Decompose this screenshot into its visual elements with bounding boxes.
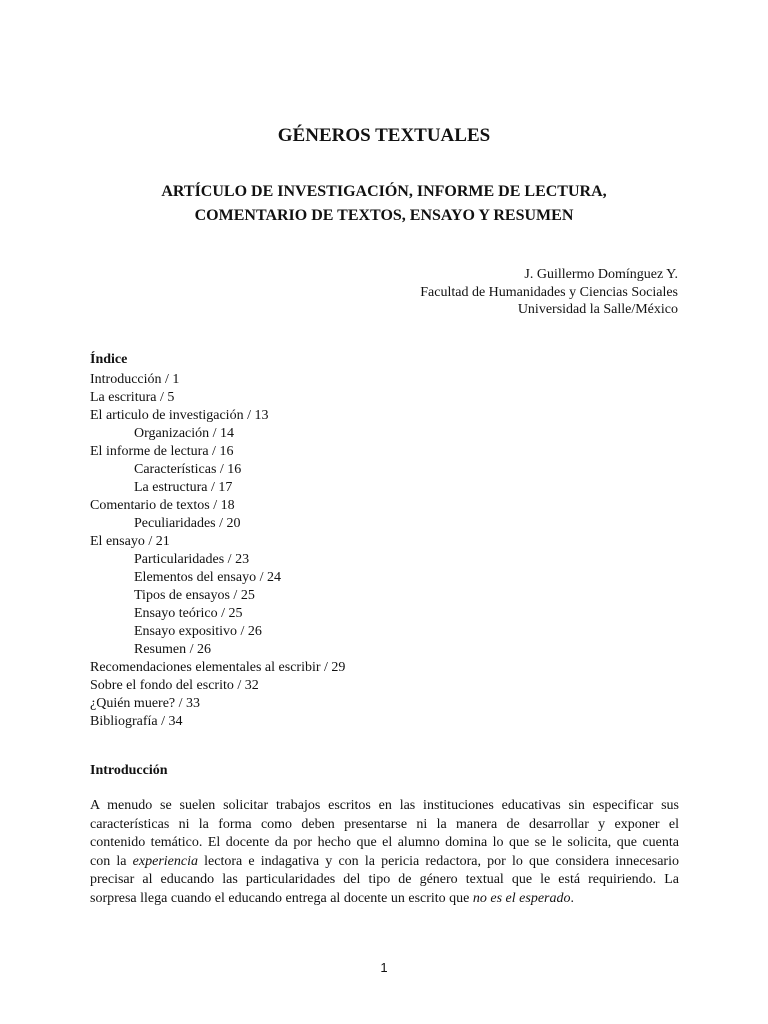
paragraph-line [90, 890, 679, 909]
toc-subentry: Particularidades / 23 [134, 552, 250, 567]
toc-subentry: Tipos de ensayos / 25 [134, 588, 255, 603]
author-block [420, 266, 678, 319]
toc-entry: Introducción / 1 [90, 372, 180, 387]
text-run: lectora e indagativa y con la pericia redactora, por lo que considera innecesario [197, 853, 679, 869]
toc-subentry: Organización / 14 [134, 426, 235, 441]
document-subtitle [0, 180, 768, 228]
author-name: J. Guillermo Domínguez Y. [524, 267, 678, 282]
toc-subentry: Resumen / 26 [134, 642, 211, 657]
introduction-heading: Introducción [90, 763, 168, 778]
toc-subentry: Ensayo teórico / 25 [134, 606, 243, 621]
toc-entry: El ensayo / 21 [90, 534, 170, 549]
toc-subentry: La estructura / 17 [134, 480, 233, 495]
author-faculty: Facultad de Humanidades y Ciencias Sociales [420, 284, 678, 300]
text-run: con la [90, 853, 133, 869]
toc-entry: Sobre el fondo del escrito / 32 [90, 678, 259, 693]
introduction-paragraph [90, 797, 679, 908]
paragraph-line: contenido temático. El docente da por hecho que el alumno domina lo que se le solicita, que cuenta [90, 835, 679, 850]
subtitle-line: COMENTARIO DE TEXTOS, ENSAYO Y RESUMEN [194, 207, 574, 224]
toc-entry: La escritura / 5 [90, 390, 175, 405]
index-heading: Índice [90, 352, 128, 367]
paragraph-line: precisar al educando las particularidades del tipo de género textual que le está requiriendo. La [90, 872, 679, 887]
toc-entry: ¿Quién muere? / 33 [90, 696, 201, 711]
paragraph-line [90, 853, 679, 872]
toc-subentry: Características / 16 [134, 462, 242, 477]
toc-entry: El articulo de investigación / 13 [90, 408, 269, 423]
toc-subentry: Elementos del ensayo / 24 [134, 570, 281, 585]
toc-entry: Comentario de textos / 18 [90, 498, 235, 513]
toc-entry: El informe de lectura / 16 [90, 444, 234, 459]
toc-subentry: Ensayo expositivo / 26 [134, 624, 262, 639]
text-run: sorpresa llega cuando el educando entrega al docente un escrito que [90, 890, 473, 906]
author-university: Universidad la Salle/México [517, 302, 678, 317]
table-of-contents [90, 371, 345, 731]
page-number: 1 [380, 960, 388, 975]
paragraph-line: características ni la forma como deben presentarse ni la manera de desarrollar y exponer el [90, 816, 679, 832]
emphasis-experiencia: experiencia [132, 853, 198, 869]
toc-entry: Recomendaciones elementales al escribir / 29 [90, 660, 346, 675]
toc-entry: Bibliografía / 34 [90, 714, 183, 729]
document-title: GÉNEROS TEXTUALES [277, 125, 491, 146]
paragraph-line: A menudo se suelen solicitar trabajos escritos en las instituciones educativas sin especificar sus [90, 798, 679, 813]
subtitle-line: ARTÍCULO DE INVESTIGACIÓN, INFORME DE LECTURA, [161, 183, 607, 200]
toc-subentry: Peculiaridades / 20 [134, 516, 241, 531]
text-run: . [570, 890, 574, 906]
emphasis-no-es-el-esperado: no es el esperado [472, 890, 571, 906]
